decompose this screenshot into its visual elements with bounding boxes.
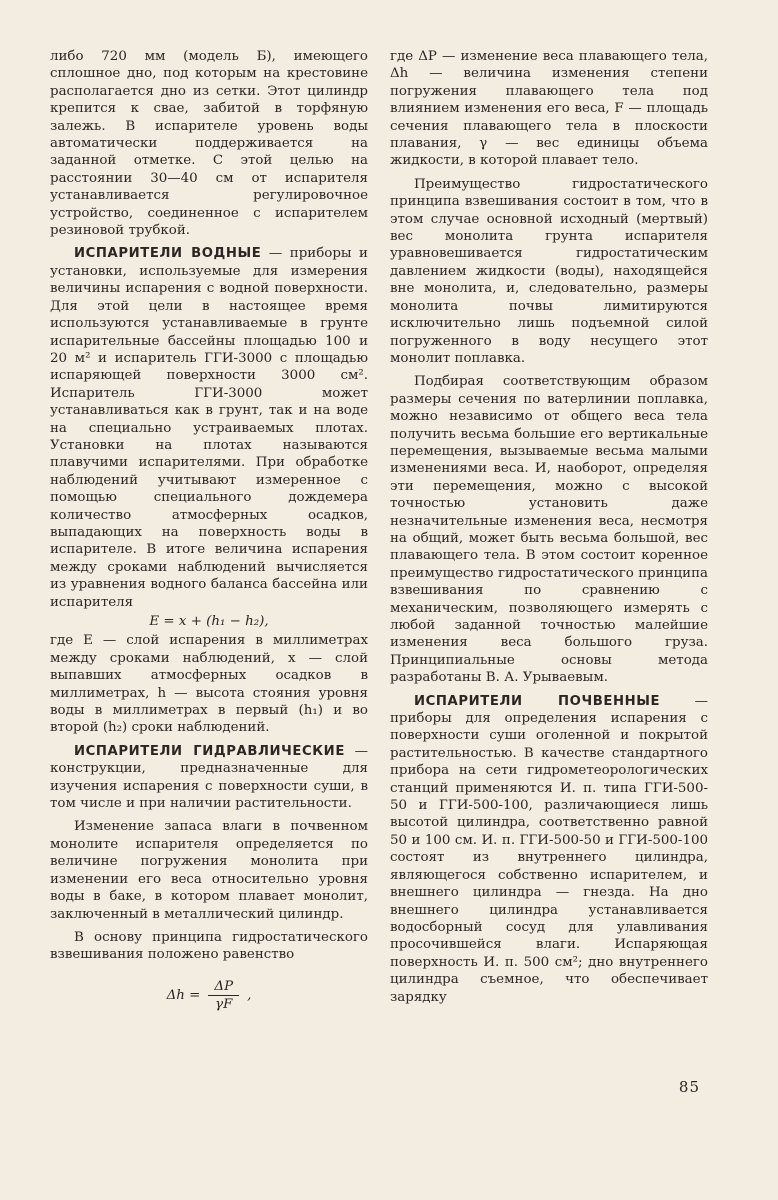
right-column — [390, 48, 708, 1006]
entry-isparateli-vodnye — [50, 245, 368, 611]
paragraph: где ΔP — изменение веса плавающего тела, Δh — величина изменения степени погружения плавающего тела под влиянием изменения его веса, F — площадь сечения плавающего тела в плоскости плавания, γ — вес единицы объема жидкости, в которой плавает тело. — [390, 49, 708, 169]
entry-isparateli-gidravlicheskie — [50, 743, 368, 813]
hydrostatic-formula — [50, 978, 368, 1014]
entry-isparateli-pochvennye — [390, 693, 708, 1006]
paragraph: Изменение запаса влаги в почвенном монолите испарителя определяется по величине погружения монолита при изменении его веса относительно уровня воды в баке, в котором плавает монолит, заключенный в металлический цилиндр. — [50, 819, 368, 922]
paragraph: где E — слой испарения в миллиметрах между сроками наблюдений, x — слой выпавших атмосферных осадков в миллиметрах, h — высота стояния уровня воды в миллиметрах в первый (h₁) и во второй (h₂) сроки наблюдений. — [50, 633, 368, 736]
formula-tail: , — [247, 987, 252, 1003]
entry-text: — конструкции, предназначенные для изучения испарения с поверхности суши, в том числе и при наличии растительности. — [50, 743, 368, 812]
paragraph: В основу принципа гидростатического взвешивания положено равенство — [50, 929, 368, 963]
water-balance-formula: E = x + (h₁ − h₂), — [149, 614, 269, 629]
entry-heading: ИСПАРИТЕЛИ ВОДНЫЕ — [74, 246, 262, 262]
entry-heading: ИСПАРИТЕЛИ ПОЧВЕННЫЕ — [414, 693, 661, 709]
entry-heading: ИСПАРИТЕЛИ ГИДРАВЛИЧЕСКИЕ — [74, 743, 345, 759]
paragraph: либо 720 мм (модель Б), имеющего сплошное дно, под которым на крестовине располагается дно из сетки. Этот цилиндр крепится к свае, забитой в торфяную залежь. В испарителе уровень воды автоматически поддерживается на заданной отметке. С этой целью на расстоянии 30—40 см от испарителя устанавливается регулировочное устройство, соединенное с испарителем резиновой трубкой. — [50, 49, 368, 239]
paragraph: Преимущество гидростатического принципа взвешивания состоит в том, что в этом случае основной исходный (мертвый) вес монолита грунта испарителя уравновешивается гидростатическим давлением жидкости (воды), находящейся вне монолита, и, следовательно, размеры монолита почвы лимитируются исключительно лишь подъемной силой погруженного в воду несущего этот монолит поплавка. — [390, 176, 708, 366]
paragraph: Подбирая соответствующим образом размеры сечения по ватерлинии поплавка, можно независимо от общего веса тела получить весьма большие его вертикальные перемещения, вызываемые весьма малыми изменениями веса. И, наоборот, определяя эти перемещения, можно с высокой точностью установить даже незначительные изменения веса, несмотря на общий, может быть весьма большой, вес плавающего тела. В этом состоит коренное преимущество гидростатического принципа взвешивания по сравнению с механическим, позволяющего измерять с любой заданной точностью малейшие изменения веса большого груза. Принципиальные основы метода разработаны В. А. Урываевым. — [390, 374, 708, 686]
entry-text: — приборы для определения испарения с поверхности суши оголенной и покрытой растительностью. В качестве стандартного прибора на сети гидрометеорологических станций применяются И. п. типа ГГИ-500-50 и ГГИ-500-100, различающиеся лишь высотой цилиндра, соответственно равной 50 и 100 см. И. п. ГГИ-500-50 и ГГИ-500-100 состоят из внутреннего цилиндра, являющегося собственно испарителем, и внешнего цилиндра — гнезда. На дно внешнего цилиндра устанавливается водосборный сосуд для улавливания просочившейся влаги. Испаряющая поверхность И. п. 500 см²; дно внутреннего цилиндра съемное, что обеспечивает зарядку — [390, 693, 708, 1005]
formula-fraction — [208, 978, 239, 1014]
entry-text: — приборы и установки, используемые для измерения величины испарения с водной поверхности. Для этой цели в настоящее время используются устанавливаемые в грунте испарительные бассейны площадью 100 и 20 м² и испаритель ГГИ-3000 с площадью испаряющей поверхности 3000 см². Испаритель ГГИ-3000 может устанавливаться как в грунт, так и на воде на специально устраиваемых плотах. Установки на плотах называются плавучими испарителями. При обработке наблюдений учитывают измеренное с помощью специального дождемера количество атмосферных осадков, выпадающих на поверхность воды в испарителе. В итоге величина испарения между сроками наблюдений вычисляется из уравнения водного баланса бассейна или испарителя — [50, 246, 368, 610]
formula-lhs: Δh = — [166, 987, 201, 1003]
formula-numerator: ΔP — [208, 978, 239, 996]
page-number: 85 — [678, 1078, 700, 1096]
left-column — [50, 48, 368, 1014]
formula-denominator: γF — [215, 997, 233, 1013]
